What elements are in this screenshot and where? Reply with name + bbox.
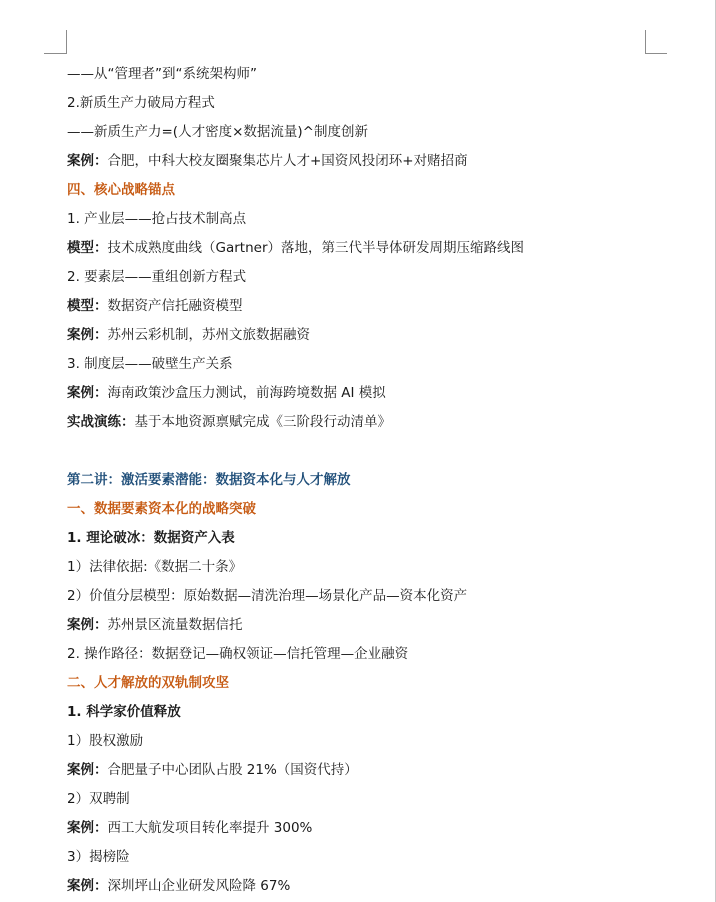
case-label: 案例：	[67, 153, 108, 169]
subsection-heading: 1. 理论破冰：数据资产入表	[67, 530, 235, 546]
crop-mark-top-left-horizontal	[44, 53, 67, 54]
list-item: 3. 制度层——破壁生产关系	[67, 356, 233, 372]
case-line: 案例：海南政策沙盒压力测试，前海跨境数据 AI 模拟	[67, 385, 386, 401]
case-label: 案例：	[67, 617, 108, 633]
list-item: 2. 操作路径：数据登记—确权领证—信托管理—企业融资	[67, 646, 409, 662]
list-item: 1）股权激励	[67, 733, 144, 749]
case-line: 案例：合肥量子中心团队占股 21%（国资代持）	[67, 762, 358, 778]
model-line: 模型：数据资产信托融资模型	[67, 298, 243, 314]
case-label: 案例：	[67, 878, 108, 894]
case-line: 案例：苏州云彩机制，苏州文旅数据融资	[67, 327, 310, 343]
section-heading: 四、核心战略锚点	[67, 182, 175, 198]
crop-mark-top-right-horizontal	[645, 53, 667, 54]
formula-line: ——新质生产力=(人才密度×数据流量)^制度创新	[67, 124, 368, 140]
case-line: 案例：深圳坪山企业研发风险降 67%	[67, 878, 291, 894]
list-item: 2）双聘制	[67, 791, 130, 807]
section-heading: 一、数据要素资本化的战略突破	[67, 501, 256, 517]
lecture-title: 第二讲：激活要素潜能：数据资本化与人才解放	[67, 472, 351, 488]
practice-label: 实战演练：	[67, 414, 135, 430]
body-line: ——从“管理者”到“系统架构师”	[67, 66, 257, 82]
crop-mark-top-left	[66, 30, 67, 54]
case-line: 案例：苏州景区流量数据信托	[67, 617, 243, 633]
list-item: 1. 产业层——抢占技术制高点	[67, 211, 247, 227]
case-label: 案例：	[67, 327, 108, 343]
case-label: 案例：	[67, 762, 108, 778]
section-heading: 二、人才解放的双轨制攻坚	[67, 675, 229, 691]
model-label: 模型：	[67, 298, 108, 314]
subsection-heading: 1. 科学家价值释放	[67, 704, 181, 720]
crop-mark-top-right	[645, 30, 646, 54]
list-item: 1）法律依据:《数据二十条》	[67, 559, 243, 575]
model-label: 模型：	[67, 240, 108, 256]
list-item: 3）揭榜险	[67, 849, 130, 865]
model-line: 模型：技术成熟度曲线（Gartner）落地，第三代半导体研发周期压缩路线图	[67, 240, 524, 256]
list-item: 2）价值分层模型：原始数据—清洗治理—场景化产品—资本化资产	[67, 588, 468, 604]
case-line: 案例：西工大航发项目转化率提升 300%	[67, 820, 313, 836]
section-subheading: 2.新质生产力破局方程式	[67, 95, 215, 111]
practice-line: 实战演练：基于本地资源禀赋完成《三阶段行动清单》	[67, 414, 391, 430]
case-line: 案例：合肥，中科大校友圈聚集芯片人才+国资风投闭环+对赌招商	[67, 153, 468, 169]
case-label: 案例：	[67, 820, 108, 836]
list-item: 2. 要素层——重组创新方程式	[67, 269, 247, 285]
case-label: 案例：	[67, 385, 108, 401]
